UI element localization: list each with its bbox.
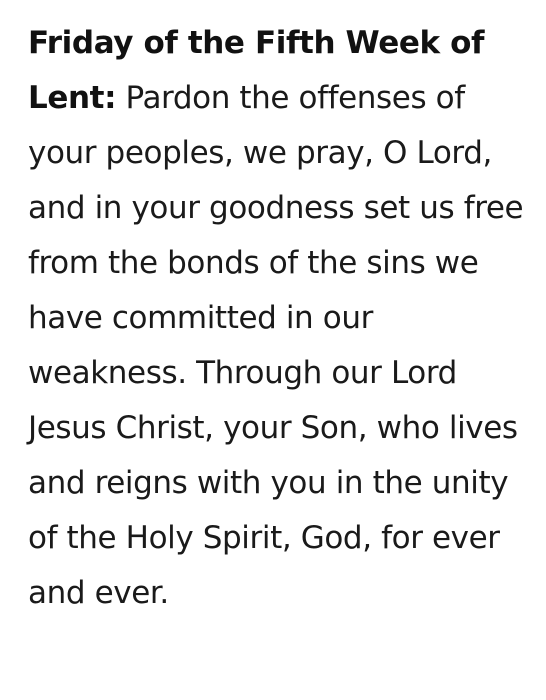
prayer-title: Friday of the Fifth Week of Lent: [28,25,485,116]
prayer-paragraph [28,16,538,621]
prayer-body: Pardon the offenses of your peoples, we pray, O Lord, and in your goodness set us free from the bonds of the sins we have committed in our weakness. Through our Lord Jesus Christ, your Son, who lives and reigns with you in the unity of the Holy Spirit, God, for ever and ever. [28,80,524,611]
